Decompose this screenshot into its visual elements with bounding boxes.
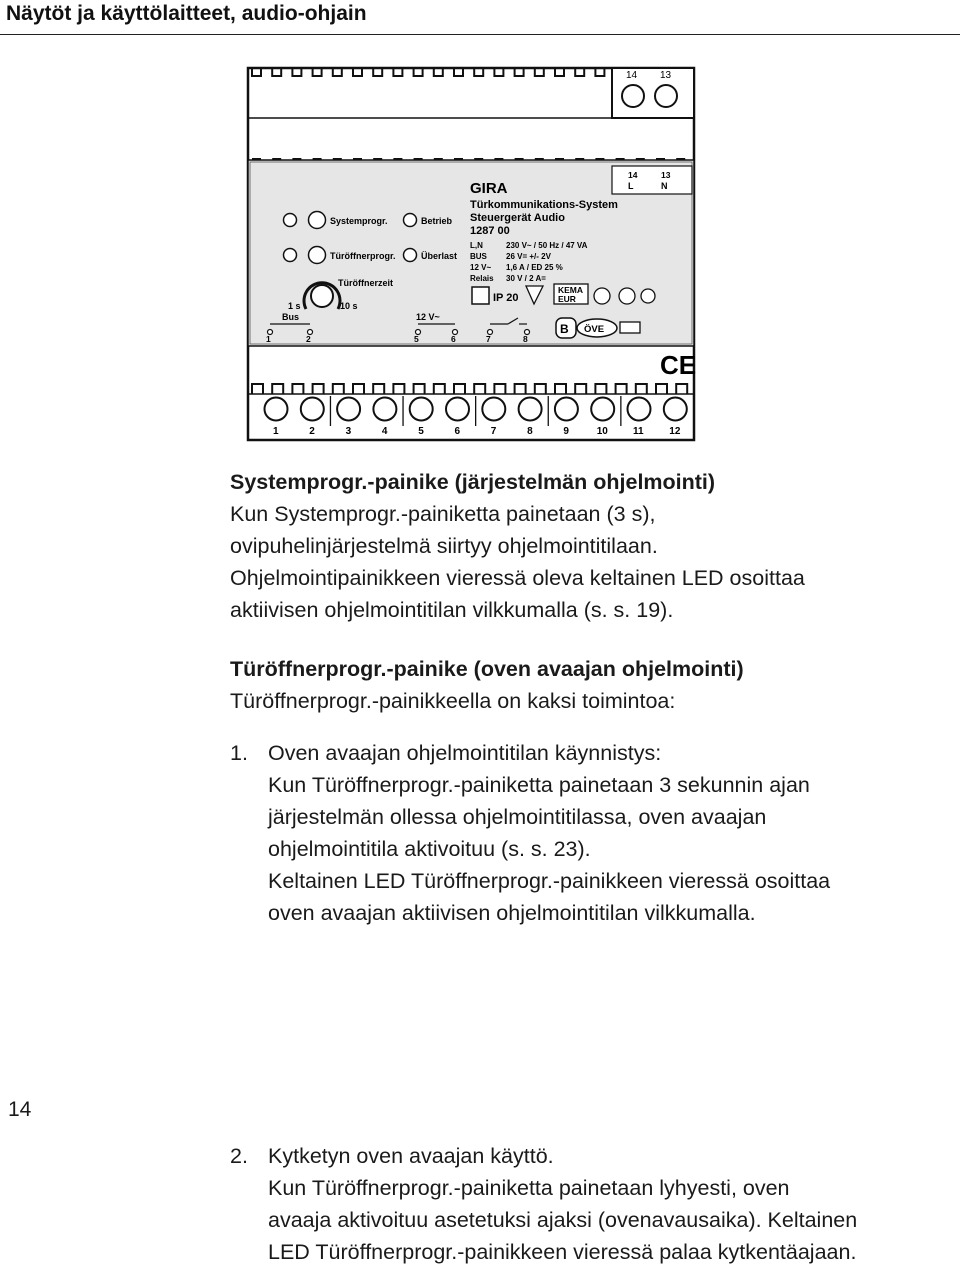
power-label-box (612, 166, 692, 194)
ove-mark-label: ÖVE (584, 324, 605, 335)
section-1-title: Systemprogr.-painike (järjestelmän ohjelmointi) (230, 470, 716, 494)
tueroeffnerprogr-label: Türöffnerprogr. (330, 251, 396, 261)
eur-label: EUR (558, 294, 576, 304)
svg-text:L,N: L,N (470, 241, 483, 250)
list-item-line: oven avaajan aktiivisen ohjelmointitilan vilkkumalla. (268, 901, 756, 925)
device-name-2: Steuergerät Audio (470, 212, 565, 224)
section-tueroeffnerprogr (230, 653, 930, 717)
tueroeffnerprogr-led (284, 249, 297, 262)
cert-mark-2-icon (641, 289, 655, 303)
list-item-line: järjestelmän ollessa ohjelmointitilassa, oven avaajan (268, 805, 767, 829)
top-screw-13 (655, 85, 677, 107)
svg-text:7: 7 (486, 334, 491, 344)
terminal-label: 1 (273, 426, 279, 437)
svg-text:30 V / 2 A=: 30 V / 2 A= (506, 274, 546, 283)
terminal-screw-icon (301, 398, 324, 421)
section-1-line: aktiivisen ohjelmointitilan vilkkumalla (s. s. 19). (230, 598, 674, 622)
kema-label: KEMA (558, 285, 584, 295)
svg-text:5: 5 (414, 334, 419, 344)
top-screw-14 (622, 85, 644, 107)
terminal-screw-icon (555, 398, 578, 421)
ueberlast-label: Überlast (421, 251, 458, 261)
svg-text:6: 6 (451, 334, 456, 344)
terminal-label: 5 (418, 426, 424, 437)
section-2-intro: Türöffnerprogr.-painikkeella on kaksi toimintoa: (230, 689, 676, 713)
terminal-label: 7 (490, 426, 497, 437)
b-mark-label: B (560, 322, 569, 336)
knob-icon (311, 285, 333, 307)
terminal-screw-icon (373, 398, 396, 421)
brand-logo: GIRA (470, 180, 508, 197)
terminal-screw-icon (482, 398, 505, 421)
device-illustration (240, 62, 700, 444)
cert-mark-icon (619, 288, 635, 304)
terminal-label: 6 (454, 426, 461, 437)
list-item-line: Keltainen LED Türöffnerprogr.-painikkeen vieressä osoittaa (268, 869, 831, 893)
terminal-screw-icon (628, 398, 651, 421)
power-num-13: 13 (661, 170, 671, 180)
ueberlast-led (404, 249, 417, 262)
svg-text:1: 1 (266, 334, 271, 344)
terminal-label: 11 (633, 426, 644, 437)
ce-mark: CE (660, 350, 697, 380)
terminal-screw-icon (519, 398, 542, 421)
terminal-screw-icon (446, 398, 469, 421)
pc-mark-icon (594, 288, 610, 304)
list-number: 2. (230, 1144, 248, 1168)
betrieb-label: Betrieb (421, 216, 453, 226)
list-item-line: Oven avaajan ohjelmointitilan käynnistys: (268, 741, 662, 765)
list-item (230, 737, 960, 929)
device-model: 1287 00 (470, 225, 510, 237)
section-2-title: Türöffnerprogr.-painike (oven avaajan ohjelmointi) (230, 657, 744, 681)
list-item-line: Kun Türöffnerprogr.-painiketta painetaan 3 sekunnin ajan (268, 773, 810, 797)
terminal-label: 3 (345, 426, 352, 437)
knob-max: 10 s (340, 301, 358, 311)
svg-text:230 V~ / 50 Hz / 47 VA: 230 V~ / 50 Hz / 47 VA (506, 241, 588, 250)
section-1-line: ovipuhelinjärjestelmä siirtyy ohjelmointitilaan. (230, 534, 658, 558)
ip-rating: IP 20 (493, 292, 519, 304)
svg-text:26 V= +/- 2V: 26 V= +/- 2V (506, 252, 551, 261)
list-item-line: Kun Türöffnerprogr.-painiketta painetaan lyhyesti, oven (268, 1176, 790, 1200)
list-item-line: ohjelmointitila aktivoituu (s. s. 23). (268, 837, 591, 861)
terminal-label: 12 (669, 426, 681, 437)
top-terminal-14: 14 (626, 70, 638, 81)
svg-text:Relais: Relais (470, 274, 494, 283)
list-item-line: Kytketyn oven avaajan käyttö. (268, 1144, 554, 1168)
terminal-screw-icon (337, 398, 360, 421)
terminal-label: 10 (596, 426, 608, 437)
section-systemprogr (230, 466, 930, 626)
svg-text:2: 2 (306, 334, 311, 344)
terminal-label: 8 (527, 426, 533, 437)
power-letter-n: N (661, 181, 668, 191)
page-title: Näytöt ja käyttölaitteet, audio-ohjain (6, 2, 367, 25)
knob-min: 1 s (288, 301, 301, 311)
terminal-screw-icon (265, 398, 288, 421)
systemprogr-label: Systemprogr. (330, 216, 388, 226)
systemprogr-led (284, 214, 297, 227)
list-number: 1. (230, 741, 248, 765)
power-letter-l: L (628, 181, 634, 191)
svg-text:1,6 A / ED 25 %: 1,6 A / ED 25 % (506, 263, 563, 272)
device-name-1: Türkommunikations-System (470, 199, 618, 211)
svg-text:8: 8 (523, 334, 528, 344)
terminal-screw-icon (664, 398, 687, 421)
svg-text:12 V~: 12 V~ (470, 263, 492, 272)
knob-label: Türöffnerzeit (338, 278, 393, 288)
tueroeffnerprogr-button (309, 247, 326, 264)
section-1-line: Ohjelmointipainikkeen vieressä oleva keltainen LED osoittaa (230, 566, 805, 590)
systemprogr-button (309, 212, 326, 229)
terminal-screw-icon (410, 398, 433, 421)
bus-label: Bus (282, 312, 300, 322)
terminal-label: 4 (381, 426, 388, 437)
cert-mark-3-icon (620, 322, 640, 333)
list-item (230, 1140, 960, 1268)
betrieb-led (404, 214, 417, 227)
section-1-line: Kun Systemprogr.-painiketta painetaan (3 s), (230, 502, 656, 526)
list-item-line: LED Türöffnerprogr.-painikkeen vieressä palaa kytkentäajaan. (268, 1240, 857, 1264)
power-num-14: 14 (628, 170, 638, 180)
list-item-line: avaaja aktivoituu asetetuksi ajaksi (ovenavausaika). Keltainen (268, 1208, 858, 1232)
page-number: 14 (8, 1098, 32, 1121)
terminal-label: 9 (563, 426, 569, 437)
ip-box-icon (472, 287, 489, 304)
svg-text:BUS: BUS (470, 252, 487, 261)
v12-label: 12 V~ (416, 312, 440, 322)
terminal-label: 2 (309, 426, 315, 437)
page-header (0, 0, 960, 35)
terminal-screw-icon (591, 398, 614, 421)
top-terminal-13: 13 (660, 70, 672, 81)
